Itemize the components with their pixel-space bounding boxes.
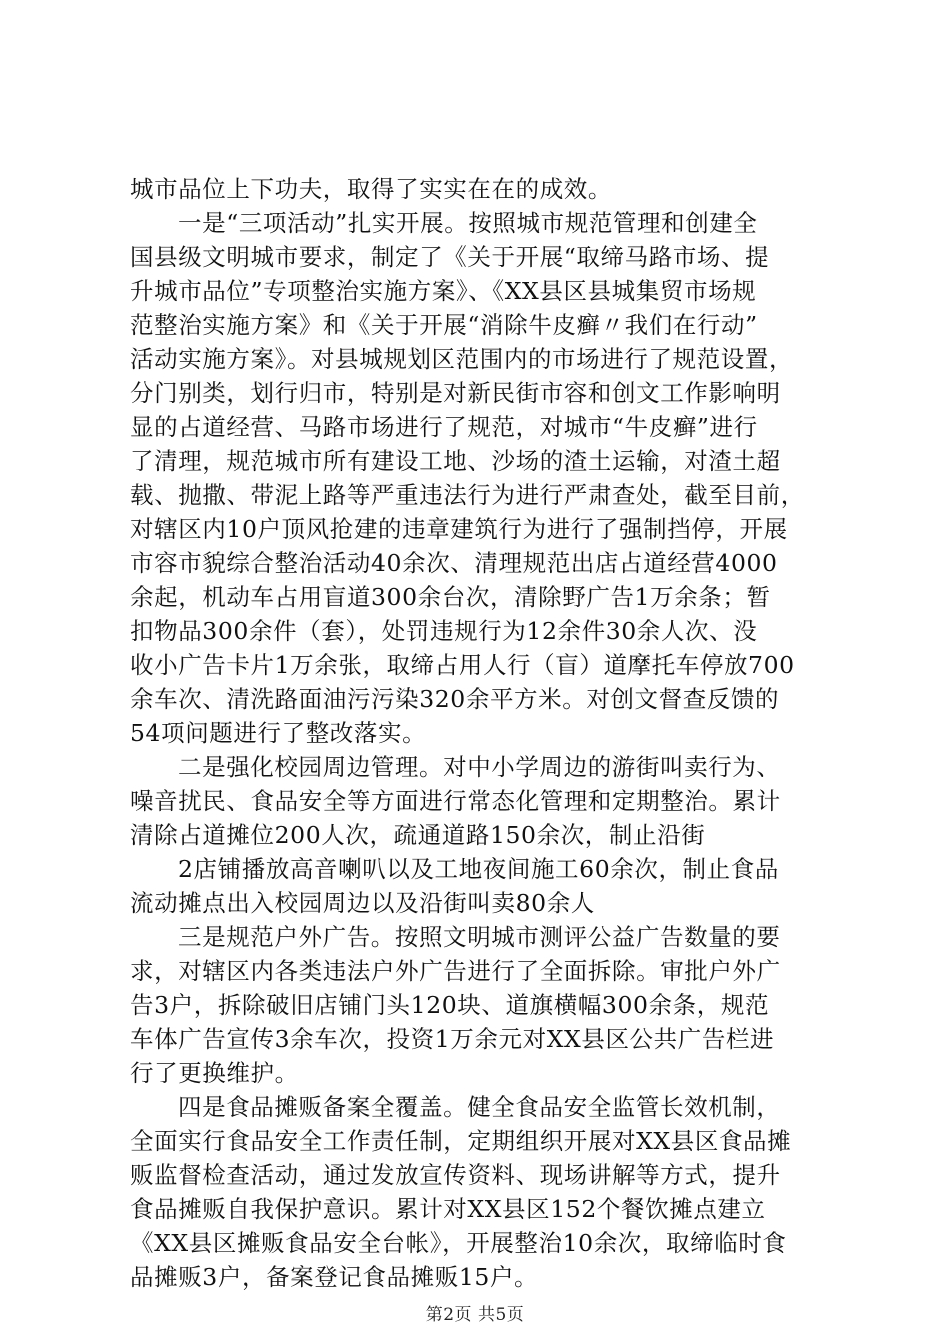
text-line: 品摊贩3户，备案登记食品摊贩15户。 — [130, 1263, 539, 1291]
text-line: 范整治实施方案》和《关于开展“消除牛皮癣〃我们在行动” — [130, 311, 758, 339]
text-line: 国县级文明城市要求，制定了《关于开展“取缔马路市场、提 — [130, 243, 770, 271]
text-line: 贩监督检查活动，通过发放宣传资料、现场讲解等方式，提升 — [130, 1161, 781, 1189]
text-line: 《XX县区摊贩食品安全台帐》，开展整治10余次，取缔临时食 — [130, 1229, 787, 1257]
text-line: 求，对辖区内各类违法户外广告进行了全面拆除。审批户外广 — [130, 957, 781, 985]
text-line: 噪音扰民、食品安全等方面进行常态化管理和定期整治。累计 — [130, 787, 781, 815]
paragraph-first-line: 四是食品摊贩备案全覆盖。健全食品安全监管长效机制， — [178, 1093, 781, 1121]
text-line: 载、抛撒、带泥上路等严重违法行为进行严肃查处，截至目前， — [130, 481, 805, 509]
text-line: 余起，机动车占用盲道300余台次，清除野广告1万余条；暂 — [130, 583, 771, 611]
paragraph-first-line: 一是“三项活动”扎实开展。按照城市规范管理和创建全 — [178, 209, 758, 237]
paragraph-first-line: 三是规范户外广告。按照文明城市测评公益广告数量的要 — [178, 923, 781, 951]
text-line: 食品摊贩自我保护意识。累计对XX县区152个餐饮摊点建立 — [130, 1195, 766, 1223]
text-line: 余车次、清洗路面油污污染320余平方米。对创文督查反馈的 — [130, 685, 780, 713]
text-line: 全面实行食品安全工作责任制，定期组织开展对XX县区食品摊 — [130, 1127, 792, 1155]
text-line: 告3户，拆除破旧店铺门头120块、道旗横幅300余条，规范 — [130, 991, 770, 1019]
text-line: 市容市貌综合整治活动40余次、清理规范出店占道经营4000 — [130, 549, 778, 577]
text-line: 流动摊点出入校园周边以及沿街叫卖80余人 — [130, 889, 595, 917]
text-line: 分门别类，划行归市，特别是对新民街市容和创文工作影响明 — [130, 379, 781, 407]
text-line: 城市品位上下功夫，取得了实实在在的成效。 — [130, 175, 612, 203]
text-line: 活动实施方案》。对县城规划区范围内的市场进行了规范设置， — [130, 345, 794, 373]
page-number-footer: 第2页 共5页 — [425, 1305, 525, 1325]
text-line: 了清理，规范城市所有建设工地、沙场的渣土运输，对渣土超 — [130, 447, 781, 475]
paragraph-first-line: 二是强化校园周边管理。对中小学周边的游街叫卖行为、 — [178, 753, 781, 781]
text-line: 收小广告卡片1万余张，取缔占用人行（盲）道摩托车停放700 — [130, 651, 795, 679]
text-line: 行了更换维护。 — [130, 1059, 299, 1087]
text-line: 对辖区内10户顶风抢建的违章建筑行为进行了强制挡停，开展 — [130, 515, 788, 543]
text-line: 54项问题进行了整改落实。 — [130, 719, 427, 747]
text-line: 清除占道摊位200人次，疏通道路150余次，制止沿街 — [130, 821, 706, 849]
text-line: 显的占道经营、马路市场进行了规范，对城市“牛皮癣”进行 — [130, 413, 758, 441]
paragraph-first-line: 2店铺播放高音喇叭以及工地夜间施工60余次，制止食品 — [178, 855, 779, 883]
text-line: 车体广告宣传3余车次，投资1万余元对XX县区公共广告栏进 — [130, 1025, 775, 1053]
text-line: 扣物品300余件（套），处罚违规行为12余件30余人次、没 — [130, 617, 758, 645]
text-line: 升城市品位”专项整治实施方案》、《XX县区县城集贸市场规 — [130, 277, 757, 305]
